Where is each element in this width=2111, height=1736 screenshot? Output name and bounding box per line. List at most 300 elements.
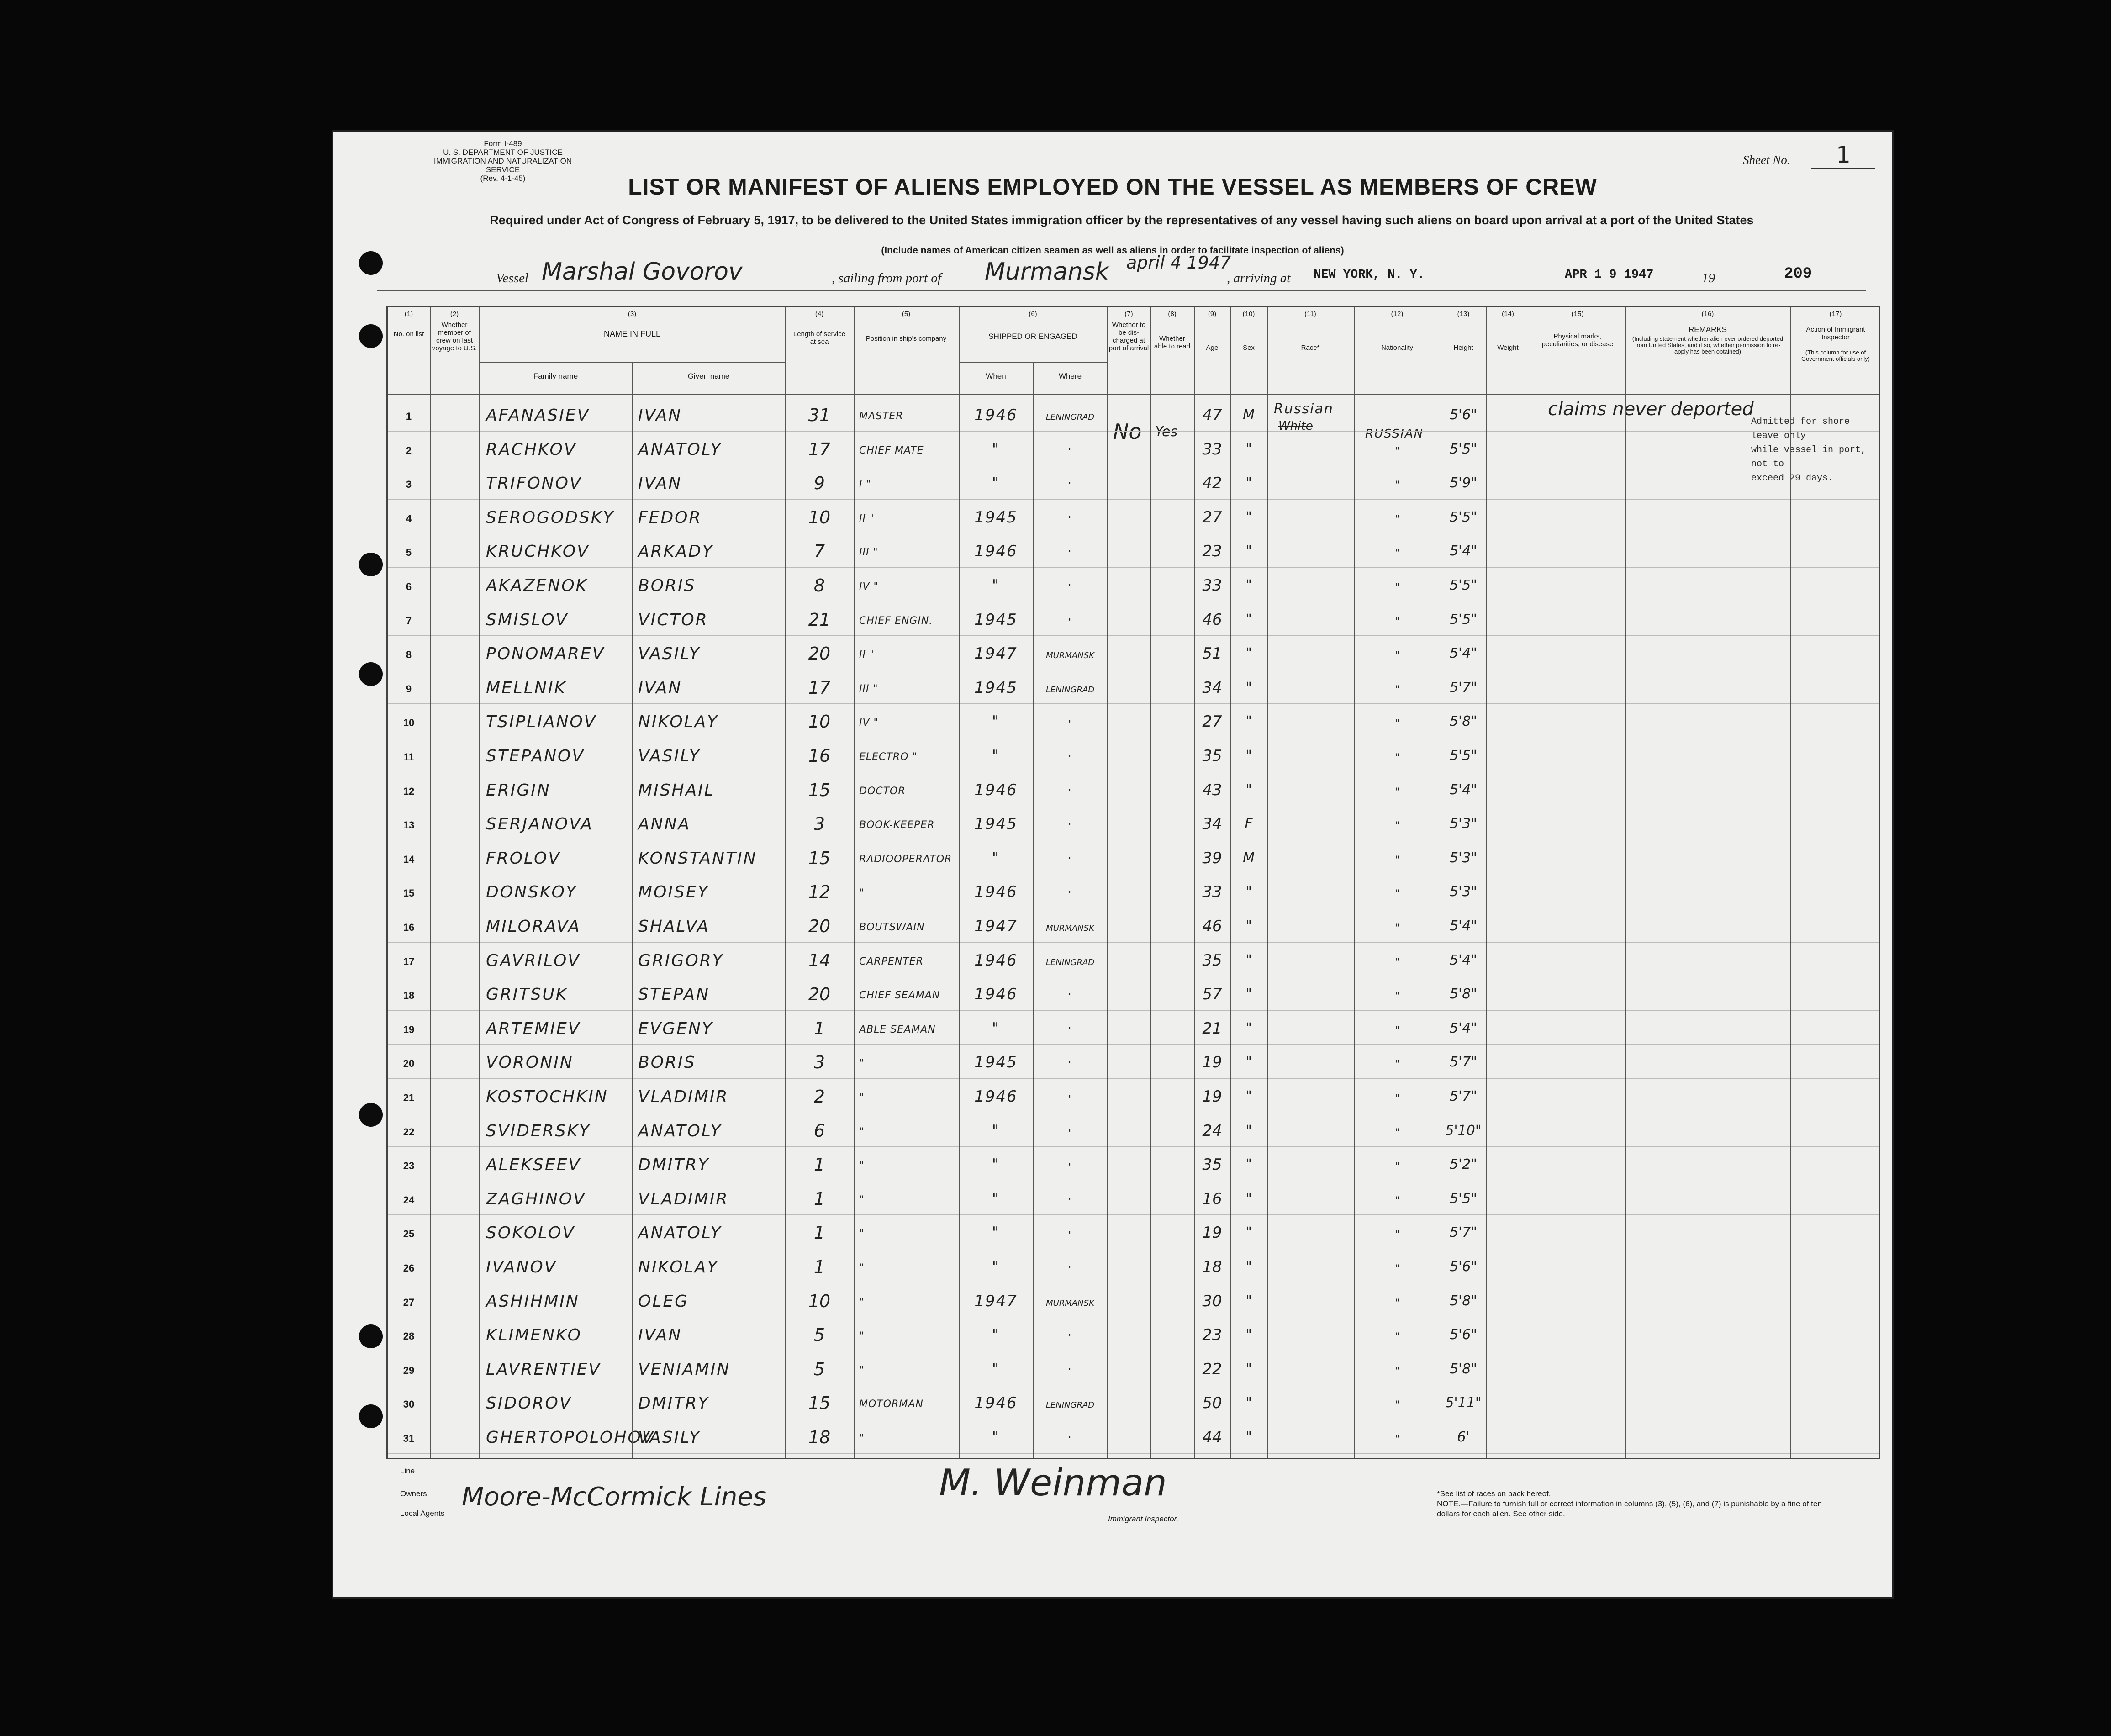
- sex: ": [1245, 713, 1252, 730]
- length-of-service: 1: [813, 1188, 825, 1209]
- column-divider: [632, 362, 633, 1458]
- row-number: 30: [403, 1398, 415, 1410]
- sex: ": [1245, 1327, 1252, 1343]
- punch-hole: [359, 553, 383, 576]
- shipped-where: ": [1068, 514, 1072, 524]
- shipped-where: ": [1068, 889, 1072, 899]
- height: 5'8": [1449, 986, 1478, 1003]
- sailing-label: , sailing from port of: [832, 271, 941, 285]
- ship-position: ": [859, 1330, 865, 1342]
- penalty-note: NOTE.—Failure to furnish full or correct information in columns (3), (5), (6), and (7) is punishable by a fine of ten dollars for each alien. See other side.: [1437, 1499, 1822, 1518]
- col-num-4: (4): [815, 310, 824, 318]
- row-rule: [388, 1453, 1879, 1454]
- height: 5'8": [1449, 1361, 1478, 1377]
- row-number: 7: [406, 615, 412, 627]
- row-number: 16: [403, 922, 415, 933]
- col-header-read: Whether able to read: [1154, 335, 1191, 350]
- shipped-where: ": [1068, 1366, 1072, 1376]
- sex: ": [1245, 1224, 1252, 1241]
- family-name: ZAGHINOV: [486, 1189, 586, 1208]
- row-number: 24: [403, 1194, 415, 1206]
- height: 5'4": [1449, 781, 1478, 798]
- height: 5'3": [1449, 850, 1478, 866]
- given-name: KONSTANTIN: [638, 849, 757, 868]
- height: 5'5": [1449, 748, 1478, 764]
- row-rule: [388, 499, 1879, 500]
- col-num-12: (12): [1391, 310, 1404, 318]
- family-name: FROLOV: [486, 849, 561, 868]
- length-of-service: 1: [813, 1223, 825, 1243]
- age: 21: [1202, 1019, 1222, 1038]
- year-label: 19: [1702, 271, 1715, 285]
- col-num-14: (14): [1502, 310, 1514, 318]
- shipped-when: 1946: [974, 1394, 1018, 1413]
- col-header-no: No. on list: [393, 330, 424, 338]
- age: 23: [1202, 542, 1222, 561]
- shipped-when: ": [992, 1258, 1000, 1276]
- given-name: NIKOLAY: [638, 712, 719, 732]
- shipped-where: ": [1068, 1230, 1072, 1240]
- length-of-service: 1: [813, 1155, 825, 1175]
- row-rule: [388, 431, 1879, 432]
- row-number: 23: [403, 1160, 415, 1172]
- given-name: BORIS: [638, 1053, 696, 1072]
- family-name: ARTEMIEV: [486, 1019, 581, 1038]
- ship-position: ": [859, 1433, 865, 1444]
- row-number: 17: [403, 955, 415, 967]
- punch-hole: [359, 1324, 383, 1348]
- length-of-service: 17: [808, 439, 831, 459]
- row-number: 12: [403, 785, 415, 797]
- height: 5'3": [1449, 884, 1478, 900]
- column-divider: [1790, 307, 1791, 1458]
- row-number: 5: [406, 547, 412, 559]
- subtitle: Required under Act of Congress of February 5, 1917, to be delivered to the United States immigration officer by the representatives of any vessel having such aliens on board upon arrival at a port of the United States: [490, 213, 1754, 227]
- age: 18: [1202, 1258, 1222, 1276]
- nationality: ": [1394, 752, 1400, 764]
- nationality: ": [1394, 1365, 1400, 1377]
- ship-position: IV ": [859, 581, 879, 592]
- ship-position: II ": [859, 512, 875, 524]
- family-name: TSIPLIANOV: [486, 712, 597, 732]
- age: 46: [1202, 610, 1222, 629]
- given-name: VENIAMIN: [638, 1360, 731, 1379]
- family-name: KLIMENKO: [486, 1326, 582, 1345]
- age: 23: [1202, 1326, 1222, 1345]
- shipped-when: 1946: [974, 406, 1018, 424]
- row-number: 25: [403, 1228, 415, 1240]
- length-of-service: 15: [808, 1393, 831, 1414]
- height: 5'5": [1449, 577, 1478, 593]
- shipped-where: ": [1068, 1060, 1072, 1070]
- age: 42: [1202, 474, 1222, 493]
- shipped-where: LENINGRAD: [1045, 957, 1095, 967]
- age: 46: [1202, 917, 1222, 935]
- col-header-age: Age: [1206, 344, 1219, 352]
- family-name: MELLNIK: [486, 678, 567, 697]
- ship-position: ": [859, 1194, 865, 1206]
- shipped-when: 1946: [974, 781, 1018, 799]
- shipped-when: ": [992, 440, 1000, 459]
- given-name: ANATOLY: [638, 440, 722, 459]
- shipped-when: ": [992, 1224, 1000, 1242]
- physical-remark: claims never deported: [1548, 399, 1754, 420]
- given-name: IVAN: [638, 406, 682, 425]
- given-name: VASILY: [638, 747, 701, 765]
- shipped-where: ": [1068, 1264, 1072, 1274]
- row-number: 20: [403, 1058, 415, 1070]
- nationality-value: RUSSIAN: [1365, 427, 1424, 441]
- height: 5'4": [1449, 645, 1478, 662]
- col-header-physical: Physical marks, peculiarities, or disease: [1541, 332, 1614, 348]
- line-label: Line: [400, 1467, 415, 1475]
- nationality: ": [1394, 1297, 1400, 1309]
- row-rule: [388, 635, 1879, 636]
- row-number: 27: [403, 1296, 415, 1308]
- given-name: IVAN: [638, 474, 682, 493]
- age: 43: [1202, 781, 1222, 799]
- age: 33: [1202, 576, 1222, 595]
- col-num-9: (9): [1208, 310, 1217, 318]
- row-number: 9: [406, 683, 412, 695]
- column-divider: [1354, 307, 1355, 1458]
- arrival-port-stamp: NEW YORK, N. Y.: [1314, 268, 1425, 282]
- nationality: ": [1394, 854, 1400, 866]
- inspector-signature: M. Weinman: [939, 1462, 1167, 1504]
- given-name: OLEG: [638, 1292, 689, 1311]
- sex: ": [1245, 645, 1252, 662]
- given-name: BORIS: [638, 576, 696, 595]
- shipped-when: 1945: [974, 815, 1018, 834]
- nationality: ": [1394, 1331, 1400, 1343]
- form-number: Form I-489: [484, 139, 522, 148]
- nationality: ": [1394, 991, 1400, 1003]
- shipped-when: 1947: [974, 917, 1018, 935]
- ship-position: CARPENTER: [859, 955, 924, 967]
- column-divider: [785, 307, 786, 1458]
- ship-position: CHIEF SEAMAN: [859, 990, 940, 1002]
- age: 30: [1202, 1292, 1222, 1310]
- ship-position: CHIEF MATE: [859, 444, 924, 456]
- shipped-when: 1946: [974, 951, 1018, 970]
- row-rule: [388, 1010, 1879, 1011]
- length-of-service: 21: [808, 609, 831, 630]
- shipped-where: MURMANSK: [1046, 1298, 1094, 1308]
- given-name: SHALVA: [638, 917, 710, 936]
- nationality: ": [1394, 1263, 1400, 1275]
- sex: ": [1245, 1122, 1252, 1139]
- ship-position: II ": [859, 649, 875, 661]
- age: 35: [1202, 1156, 1222, 1174]
- sex: F: [1245, 816, 1253, 832]
- col-header-race: Race*: [1301, 344, 1320, 352]
- header-bottom-rule: [388, 394, 1879, 395]
- row-rule: [388, 1146, 1879, 1147]
- row-number: 14: [403, 853, 415, 865]
- nationality: ": [1394, 786, 1400, 798]
- nationality: ": [1394, 956, 1400, 968]
- sheet-number: 1: [1811, 142, 1875, 169]
- header-divider: [959, 362, 1107, 363]
- shipped-where: MURMANSK: [1046, 923, 1094, 933]
- col-num-16: (16): [1701, 310, 1714, 318]
- sex: ": [1245, 441, 1252, 457]
- discharge-value: No: [1113, 419, 1142, 444]
- col-header-remarks: REMARKS: [1688, 325, 1727, 334]
- col-header-action: Action of Immigrant Inspector: [1806, 326, 1865, 341]
- race-struck-value: White: [1278, 419, 1313, 433]
- shipped-where: ": [1068, 787, 1072, 797]
- agents-value: Moore-McCormick Lines: [462, 1482, 767, 1512]
- row-number: 21: [403, 1092, 415, 1103]
- inspector-label: Immigrant Inspector.: [1108, 1514, 1179, 1523]
- col-num-1: (1): [404, 310, 413, 318]
- shipped-when: ": [992, 849, 1000, 867]
- col-header-remarks-sub: (Including statement whether alien ever ordered deported from United States, and if so, whether permission to re-apply has been obtained): [1632, 335, 1784, 355]
- ship-position: ELECTRO ": [859, 751, 918, 763]
- col-header-height: Height: [1453, 344, 1473, 352]
- ship-position: ": [859, 1160, 865, 1172]
- ship-position: MOTORMAN: [859, 1398, 924, 1410]
- read-value: Yes: [1155, 424, 1178, 440]
- shipped-where: ": [1068, 1094, 1072, 1103]
- length-of-service: 20: [808, 984, 831, 1005]
- nationality: ": [1394, 513, 1400, 525]
- age: 35: [1202, 747, 1222, 765]
- col-header-given: Given name: [687, 372, 730, 380]
- ship-position: ": [859, 1262, 865, 1274]
- typed-remark-line: while vessel in port, not to: [1751, 445, 1867, 470]
- row-rule: [388, 942, 1879, 943]
- row-number: 2: [406, 444, 412, 456]
- height: 5'5": [1449, 509, 1478, 525]
- ship-position: BOUTSWAIN: [859, 922, 925, 933]
- sex: ": [1245, 1259, 1252, 1275]
- form-service: IMMIGRATION AND NATURALIZATION SERVICE: [433, 157, 572, 174]
- height: 5'10": [1445, 1122, 1482, 1139]
- typed-remark: [1751, 415, 1879, 485]
- nationality: ": [1394, 1161, 1400, 1173]
- height: 5'6": [1449, 1259, 1478, 1275]
- shipped-when: ": [992, 1428, 1000, 1446]
- shipped-when: 1945: [974, 508, 1018, 527]
- family-name: LAVRENTIEV: [486, 1360, 602, 1379]
- shipped-where: ": [1068, 480, 1072, 491]
- shipped-where: ": [1068, 617, 1072, 627]
- length-of-service: 15: [808, 780, 831, 800]
- shipped-when: 1947: [974, 644, 1018, 663]
- ship-position: ": [859, 1092, 865, 1103]
- shipped-where: ": [1068, 1162, 1072, 1172]
- shipped-where: ": [1068, 549, 1072, 559]
- row-number: 11: [403, 751, 414, 763]
- age: 50: [1202, 1394, 1222, 1413]
- given-name: VASILY: [638, 1428, 701, 1447]
- shipped-when: ": [992, 1121, 1000, 1140]
- column-divider: [1107, 307, 1108, 1458]
- shipped-where: ": [1068, 583, 1072, 592]
- family-name: ALEKSEEV: [486, 1156, 581, 1175]
- shipped-when: 1946: [974, 542, 1018, 561]
- col-header-sex: Sex: [1243, 344, 1255, 352]
- age: 33: [1202, 440, 1222, 459]
- nationality: ": [1394, 445, 1400, 457]
- family-name: AKAZENOK: [486, 576, 588, 595]
- shipped-when: ": [992, 1189, 1000, 1208]
- col-header-position: Position in ship's company: [866, 335, 947, 343]
- sex: ": [1245, 543, 1252, 559]
- col-header-family: Family name: [533, 372, 578, 380]
- height: 6': [1457, 1429, 1470, 1445]
- age: 44: [1202, 1428, 1222, 1446]
- height: 5'4": [1449, 918, 1478, 934]
- col-num-15: (15): [1571, 310, 1584, 318]
- row-number: 18: [403, 990, 415, 1002]
- nationality: ": [1394, 548, 1400, 559]
- row-rule: [388, 567, 1879, 568]
- nationality: ": [1394, 718, 1400, 730]
- col-num-11: (11): [1304, 310, 1316, 318]
- age: 16: [1202, 1189, 1222, 1208]
- shipped-where: ": [1068, 1196, 1072, 1206]
- shipped-where: ": [1068, 1128, 1072, 1138]
- column-divider: [959, 307, 960, 1458]
- family-name: KOSTOCHKIN: [486, 1087, 608, 1106]
- column-divider: [1033, 362, 1034, 1458]
- shipped-where: ": [1068, 1332, 1072, 1342]
- nationality: ": [1394, 888, 1400, 900]
- nationality: ": [1394, 1229, 1400, 1241]
- row-number: 8: [406, 649, 412, 661]
- col-header-nationality: Nationality: [1381, 344, 1414, 352]
- family-name: SERJANOVA: [486, 815, 593, 834]
- row-rule: [388, 1078, 1879, 1079]
- length-of-service: 5: [813, 1325, 825, 1346]
- length-of-service: 7: [813, 541, 825, 562]
- shipped-when: ": [992, 474, 1000, 493]
- ship-position: ": [859, 1296, 865, 1308]
- sex: ": [1245, 781, 1252, 798]
- length-of-service: 8: [813, 575, 825, 596]
- age: 34: [1202, 678, 1222, 697]
- family-name: SIDOROV: [486, 1394, 572, 1413]
- row-rule: [388, 1214, 1879, 1215]
- given-name: VLADIMIR: [638, 1189, 729, 1208]
- col-num-17: (17): [1829, 310, 1842, 318]
- ship-position: ": [859, 1058, 865, 1070]
- race-value: Russian: [1274, 401, 1334, 417]
- age: 22: [1202, 1360, 1222, 1378]
- given-name: DMITRY: [638, 1156, 710, 1175]
- given-name: ANATOLY: [638, 1224, 722, 1243]
- col-header-discharge: Whether to be dis-charged at port of arrival: [1108, 321, 1149, 352]
- family-name: KRUCHKOV: [486, 542, 590, 561]
- shipped-where: ": [1068, 1025, 1072, 1035]
- col-num-8: (8): [1168, 310, 1177, 318]
- sheet-label: Sheet No.: [1743, 153, 1790, 167]
- family-name: AFANASIEV: [486, 406, 590, 425]
- given-name: ANATOLY: [638, 1121, 722, 1140]
- nationality: ": [1394, 1195, 1400, 1207]
- shipped-when: ": [992, 1156, 1000, 1174]
- col-num-5: (5): [902, 310, 911, 318]
- ship-position: CHIEF ENGIN.: [859, 615, 933, 627]
- ship-position: III ": [859, 683, 878, 695]
- length-of-service: 17: [808, 677, 831, 698]
- ship-position: I ": [859, 479, 871, 491]
- sex: ": [1245, 509, 1252, 525]
- punch-hole: [359, 1404, 383, 1428]
- length-of-service: 2: [813, 1087, 825, 1107]
- shipped-where: ": [1068, 992, 1072, 1002]
- shipped-where: ": [1068, 446, 1072, 456]
- column-divider: [1267, 307, 1268, 1458]
- sex: ": [1245, 1395, 1252, 1411]
- given-name: IVAN: [638, 1326, 682, 1345]
- given-name: MOISEY: [638, 883, 709, 902]
- ship-position: RADIOOPERATOR: [859, 853, 952, 865]
- arriving-label: , arriving at: [1227, 271, 1291, 285]
- length-of-service: 10: [808, 1291, 831, 1311]
- ship-position: MASTER: [859, 411, 903, 422]
- sex: ": [1245, 611, 1252, 628]
- family-name: PONOMAREV: [486, 644, 605, 664]
- shipped-when: ": [992, 1326, 1000, 1345]
- length-of-service: 16: [808, 746, 831, 766]
- nationality: ": [1394, 1127, 1400, 1139]
- family-name: STEPANOV: [486, 747, 585, 765]
- column-divider: [1625, 307, 1626, 1458]
- shipped-where: ": [1068, 1435, 1072, 1444]
- sex: M: [1243, 407, 1255, 423]
- age: 33: [1202, 883, 1222, 902]
- races-note: *See list of races on back hereof.: [1437, 1489, 1551, 1498]
- sex: ": [1245, 952, 1252, 968]
- sex: ": [1245, 679, 1252, 696]
- family-name: ASHIHMIN: [486, 1292, 580, 1311]
- shipped-when: ": [992, 1019, 1000, 1038]
- age: 57: [1202, 985, 1222, 1004]
- shipped-when: 1945: [974, 610, 1018, 629]
- sex: ": [1245, 1054, 1252, 1071]
- ship-position: III ": [859, 547, 878, 559]
- family-name: TRIFONOV: [486, 474, 582, 493]
- length-of-service: 6: [813, 1120, 825, 1141]
- column-divider: [1194, 307, 1195, 1458]
- sex: ": [1245, 884, 1252, 900]
- shipped-where: LENINGRAD: [1045, 685, 1095, 695]
- shipped-where: ": [1068, 719, 1072, 729]
- col-header-length: Length of service at sea: [793, 330, 846, 346]
- ship-position: BOOK-KEEPER: [859, 819, 935, 831]
- row-number: 13: [403, 819, 415, 831]
- given-name: EVGENY: [638, 1019, 713, 1038]
- sailing-date: april 4 1947: [1126, 253, 1231, 273]
- given-name: VICTOR: [638, 610, 708, 629]
- given-name: GRIGORY: [638, 951, 724, 970]
- ship-position: ": [859, 1126, 865, 1138]
- shipped-when: ": [992, 1360, 1000, 1378]
- column-divider: [854, 307, 855, 1458]
- vessel-line: [377, 253, 1866, 291]
- sailing-port: Murmansk: [985, 258, 1109, 285]
- arrival-date-stamp: APR 1 9 1947: [1565, 268, 1654, 282]
- sex: ": [1245, 475, 1252, 491]
- length-of-service: 5: [813, 1359, 825, 1379]
- ship-position: DOCTOR: [859, 785, 906, 797]
- nationality: ": [1394, 616, 1400, 628]
- owners-label: Owners: [400, 1489, 427, 1498]
